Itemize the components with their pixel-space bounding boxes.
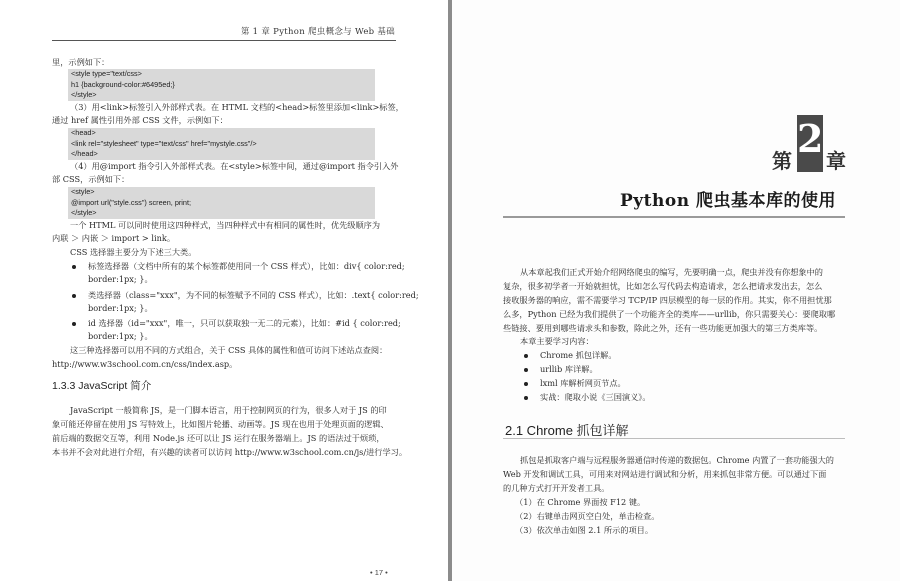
para-4-line1: （4）用@import 指令引入外部样式表。在<style>标签中间，通过@import 指令引入外 [70, 161, 399, 171]
para-3-line1: （3）用<link>标签引入外部样式表。在 HTML 文档的<head>标签里添加<link>标签， [70, 102, 404, 112]
priority-line2: 内联 ＞ 内嵌 ＞ import > link。 [52, 233, 176, 243]
intro-para-line4: 么多，Python 已经为我们提供了一个功能齐全的类库——urllib，你只需要关心：要爬取哪 [503, 309, 836, 319]
combo-link: http://www.w3school.com.cn/css/index.asp。 [52, 359, 238, 369]
code-line: <style type="text/css> [71, 69, 142, 78]
bullet-1-line2: border:1px; }。 [88, 274, 153, 284]
learn-item: 实战：爬取小说《三国演义》。 [540, 392, 651, 402]
left-page [0, 0, 448, 581]
chapter-prefix: 第 [772, 149, 792, 173]
bullet-2-line2: border:1px; }。 [88, 303, 153, 313]
section-heading-javascript: 1.3.3 JavaScript 简介 [52, 380, 152, 392]
code-line: </style> [71, 208, 97, 217]
code-block-import [68, 187, 375, 219]
bullet-icon [72, 294, 76, 298]
code-line: <style> [71, 187, 95, 196]
code-line: <head> [71, 128, 96, 137]
code-block-style [68, 69, 375, 101]
bullet-3-line2: border:1px; }。 [88, 331, 153, 341]
js-para-line3: 前后端的数据交互等，利用 Node.js 还可以让 JS 运行在服务器端上。JS 的语法过于烦琐， [52, 433, 385, 443]
learn-item: urllib 库详解。 [540, 364, 598, 374]
bullet-icon [524, 368, 528, 372]
bullet-1-line1: 标签选择器（文档中所有的某个标签都使用同一个 CSS 样式），比如：div{ color:red; [88, 261, 405, 271]
step-2: （2）右键单击网页空白处，单击检查。 [515, 511, 660, 521]
section-para-line3: 的几种方式打开开发者工具。 [503, 483, 610, 493]
step-3: （3）依次单击如图 2.1 所示的项目。 [515, 525, 654, 535]
priority-line1: 一个 HTML 可以同时使用这四种样式，当四种样式中有相同的属性时，优先级顺序为 [70, 220, 381, 230]
learn-item: lxml 库解析网页节点。 [540, 378, 626, 388]
section-para-line1: 抓包是抓取客户端与远程服务器通信时传递的数据包。Chrome 内置了一套功能强大的 [520, 455, 834, 465]
bullet-icon [524, 382, 528, 386]
code-line: <link rel="stylesheet" type="text/css" href="mystyle.css"/> [71, 138, 257, 148]
code-line: </head> [71, 149, 98, 158]
learn-item: Chrome 抓包详解。 [540, 350, 617, 360]
code-line: </style> [71, 90, 97, 99]
js-para-line4: 本书并不会对此进行介绍，有兴趣的读者可以访问 http://www.w3school.com.cn/js/进行学习。 [52, 447, 408, 457]
learn-intro: 本章主要学习内容： [520, 336, 594, 346]
js-para-line1: JavaScript 一般简称 JS，是一门脚本语言，用于控制网页的行为，很多人对于 JS 的印 [70, 405, 387, 415]
step-1: （1）在 Chrome 界面按 F12 键。 [515, 497, 646, 507]
bullet-2-line1: 类选择器（class="xxx"，为不同的标签赋予不同的 CSS 样式），比如：.text{ color:red; [88, 290, 419, 300]
intro-para-line5: 些链接、要用到哪些请求头和参数，除此之外，还有一些功能更加强大的第三方类库等。 [503, 323, 823, 333]
section-heading-chrome: 2.1 Chrome 抓包详解 [505, 423, 629, 438]
js-para-line2: 象可能还停留在使用 JS 写特效上，比如图片轮播、动画等。JS 现在也用于处理页面的逻辑、 [52, 419, 389, 429]
intro-para-line1: 从本章起我们正式开始介绍网络爬虫的编写，先要明确一点，爬虫并没有你想象中的 [520, 267, 823, 277]
chapter-title-rule [503, 216, 845, 218]
intro-para-line2: 复杂，很多初学者一开始就担忧，比如怎么写代码去构造请求，怎么把请求发出去，怎么 [503, 281, 823, 291]
intro-line: 里，示例如下： [52, 57, 110, 67]
bullet-icon [524, 396, 528, 400]
bullet-icon [524, 354, 528, 358]
para-4-line2: 部 CSS，示例如下： [52, 174, 130, 184]
code-block-link [68, 128, 375, 160]
section-para-line2: Web 开发和调试工具，可用来对网站进行调试和分析，用来抓包非常方便。可以通过下面 [503, 469, 827, 479]
combo-line1: 这三种选择器可以用不同的方式组合，关于 CSS 具体的属性和值可访问下述站点查阅： [70, 345, 388, 355]
intro-para-line3: 接收服务器的响应，需不需要学习 TCP/IP 四层模型的每一层的作用。其实，你不用担忧那 [503, 295, 832, 305]
running-head: 第 1 章 Python 爬虫概念与 Web 基础 [240, 27, 395, 37]
bullet-icon [72, 322, 76, 326]
chapter-number: 2 [797, 116, 824, 161]
page-number: • 17 • [370, 568, 388, 577]
chapter-title: Python 爬虫基本库的使用 [620, 191, 836, 211]
code-line: h1 {background-color:#6495ed;} [71, 79, 175, 89]
header-rule [52, 40, 396, 41]
para-3-line2: 通过 href 属性引用外部 CSS 文件，示例如下： [52, 115, 228, 125]
bullet-icon [72, 265, 76, 269]
bullet-3-line1: id 选择器（id="xxx"，唯一，只可以获取独一无二的元素），比如：#id { color:red; [88, 318, 401, 328]
section-rule [503, 438, 845, 439]
selector-intro: CSS 选择器主要分为下述三大类。 [70, 247, 197, 257]
code-line: @import url("style.css") screen, print; [71, 197, 192, 207]
chapter-suffix: 章 [826, 149, 846, 173]
